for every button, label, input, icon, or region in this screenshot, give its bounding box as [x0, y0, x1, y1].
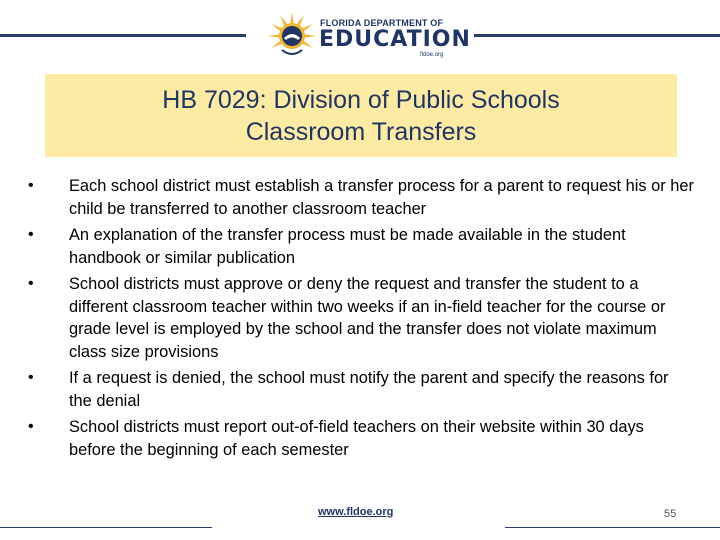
- fldoe-logo: [262, 6, 471, 66]
- bullet-text: An explanation of the transfer process must be made available in the student handbook or similar publication: [69, 226, 626, 267]
- logo-text-department: FLORIDA DEPARTMENT OF: [320, 18, 444, 28]
- fldoe-website-link[interactable]: www.fldoe.org: [318, 506, 394, 518]
- slide-title-line-1: HB 7029: Division of Public Schools: [162, 85, 560, 114]
- page-number: 55: [664, 508, 677, 520]
- bullet-item: [24, 367, 694, 412]
- bullet-text: School districts must report out-of-field teachers on their website within 30 days before the beginning of each semester: [69, 418, 644, 459]
- bullet-icon: •: [28, 226, 34, 243]
- footer-rule-left: [0, 527, 212, 528]
- bullet-text: Each school district must establish a transfer process for a parent to request his or her child be transferred to another classroom teacher: [69, 177, 694, 218]
- header-rule-right: [474, 34, 720, 37]
- bullet-text: If a request is denied, the school must notify the parent and specify the reasons for the denial: [69, 369, 669, 410]
- bullet-text: School districts must approve or deny the request and transfer the student to a different classroom teacher within two weeks if an in-field teacher for the course or grade level is employed by the school and the transfer does not violate maximum class size provisions: [69, 275, 666, 361]
- slide-title-box: [45, 74, 677, 157]
- bullet-item: [24, 416, 694, 461]
- logo-text-education: EDUCATION: [319, 27, 471, 52]
- bullet-icon: •: [28, 369, 34, 386]
- bullet-item: [24, 273, 694, 363]
- bullet-icon: •: [28, 418, 34, 435]
- footer-rule-right: [505, 527, 720, 528]
- logo-text-url: fldoe.org: [420, 52, 444, 58]
- bullet-item: [24, 175, 694, 220]
- bullet-list: [24, 175, 694, 465]
- header-rule-left: [0, 34, 246, 37]
- bullet-item: [24, 224, 694, 269]
- slide-title-line-2: Classroom Transfers: [245, 117, 477, 146]
- sun-emblem-icon: [262, 6, 322, 66]
- bullet-icon: •: [28, 275, 34, 292]
- bullet-icon: •: [28, 177, 34, 194]
